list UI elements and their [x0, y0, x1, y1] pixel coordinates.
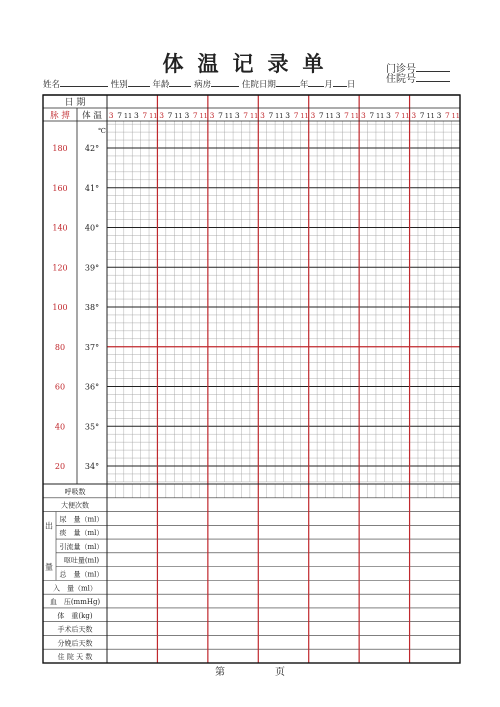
- row-label: 总 量（ml）: [59, 570, 104, 579]
- hour-number-label: 7: [192, 111, 198, 120]
- hour-number-label: 7: [218, 111, 223, 120]
- date-header-label: 日 期: [64, 98, 86, 108]
- row-label: 大便次数: [61, 501, 89, 510]
- hour-number-label: 7: [318, 111, 324, 120]
- hour-number-label: 11: [300, 112, 309, 120]
- row-label: 手术后天数: [57, 625, 93, 634]
- hour-number-label: 3: [285, 111, 291, 120]
- hour-number-label: 11: [350, 112, 360, 120]
- row-label: 呼吸数: [64, 487, 86, 496]
- hour-number-label: 7: [167, 111, 173, 120]
- temperature-scale-label: 39°: [84, 263, 100, 273]
- pulse-scale-label: 140: [52, 223, 68, 233]
- hour-number-label: 11: [426, 112, 435, 120]
- temperature-scale-label: 41°: [84, 183, 100, 193]
- row-label: 痰 量（ml）: [59, 529, 104, 538]
- row-label: 体 重(kg): [57, 611, 93, 620]
- temperature-scale-label: 34°: [84, 462, 100, 471]
- hour-number-label: 11: [325, 112, 334, 120]
- hour-number-label: 11: [451, 112, 460, 120]
- hour-number-label: 3: [335, 111, 341, 120]
- hour-number-label: 7: [344, 111, 349, 120]
- hour-number-label: 11: [174, 112, 183, 120]
- hour-number-label: 7: [117, 111, 122, 120]
- day-label: 日: [346, 80, 356, 90]
- month-label: 月: [324, 80, 333, 90]
- pulse-scale-label: 80: [54, 342, 66, 352]
- hour-number-label: 11: [149, 112, 158, 120]
- page-title: 体温记录单: [162, 51, 338, 76]
- sex-label: 性别: [110, 80, 128, 90]
- table-outer-border: [43, 95, 460, 663]
- page-suffix: 页: [275, 667, 285, 678]
- hour-number-label: 11: [199, 112, 208, 120]
- pulse-scale-label: 180: [52, 144, 68, 153]
- hour-number-label: 7: [369, 111, 375, 120]
- pulse-scale-label: 160: [52, 183, 68, 193]
- hour-number-label: 7: [268, 111, 274, 120]
- row-label: 血 压(mmHg): [49, 598, 101, 607]
- hour-number-label: 3: [234, 111, 240, 120]
- temperature-scale-label: 40°: [84, 223, 100, 233]
- hour-number-label: 7: [293, 111, 299, 120]
- hour-number-label: 11: [123, 112, 133, 120]
- pulse-scale-label: 40: [54, 422, 66, 432]
- temperature-scale-label: 37°: [84, 342, 100, 352]
- hour-number-label: 3: [411, 111, 417, 120]
- row-label: 住 院 天 数: [57, 653, 93, 662]
- hour-number-label: 7: [142, 111, 148, 120]
- hour-number-label: 3: [184, 111, 190, 120]
- name-label: 姓名: [43, 80, 61, 90]
- pulse-scale-label: 60: [54, 382, 66, 392]
- hour-number-label: 11: [224, 112, 234, 120]
- inpatient-number-label: 住院号: [386, 74, 416, 85]
- hour-number-label: 3: [159, 111, 165, 120]
- hour-number-label: 3: [436, 111, 442, 120]
- output-group-char: 量: [45, 562, 53, 572]
- hour-number-label: 3: [108, 111, 114, 120]
- outpatient-number-label: 门诊号: [386, 64, 416, 75]
- hour-number-label: 7: [243, 111, 249, 120]
- admit-date-label: 住院日期: [241, 80, 276, 90]
- row-label: 分娩后天数: [57, 639, 93, 648]
- hour-number-label: 7: [394, 111, 400, 120]
- hour-number-label: 11: [275, 112, 284, 120]
- celsius-unit: ℃: [98, 127, 106, 135]
- hour-number-label: 7: [445, 111, 450, 120]
- pulse-scale-label: 20: [54, 462, 66, 471]
- hour-number-label: 3: [310, 111, 316, 120]
- hour-number-label: 3: [260, 111, 265, 120]
- pulse-header-label: 脉 搏: [50, 111, 70, 121]
- row-label: 尿 量（ml）: [59, 515, 104, 524]
- temperature-scale-label: 35°: [84, 422, 100, 432]
- temperature-scale-label: 36°: [84, 382, 100, 392]
- output-group-char: 出: [45, 521, 53, 531]
- temperature-scale-label: 38°: [84, 303, 100, 312]
- row-label: 呕吐量(ml): [63, 556, 100, 565]
- hour-number-label: 3: [360, 111, 366, 120]
- hour-number-label: 3: [134, 111, 139, 120]
- page-prefix: 第: [215, 667, 225, 678]
- temperature-scale-label: 42°: [84, 144, 100, 153]
- hour-number-label: 3: [209, 111, 215, 120]
- temperature-header-label: 体 温: [82, 111, 102, 121]
- row-label: 引流量（ml）: [59, 542, 104, 551]
- hour-number-label: 3: [386, 111, 391, 120]
- year-label: 年: [299, 80, 309, 90]
- age-label: 年龄: [152, 80, 170, 90]
- ward-label: 病房: [194, 80, 212, 90]
- pulse-scale-label: 100: [52, 303, 68, 312]
- hour-number-label: 7: [419, 111, 425, 120]
- pulse-scale-label: 120: [52, 263, 68, 273]
- page-footer: [0, 663, 500, 678]
- hour-number-label: 11: [249, 112, 259, 120]
- row-label: 入 量（ml）: [53, 584, 97, 593]
- hour-number-label: 11: [401, 112, 410, 120]
- hour-number-label: 11: [376, 112, 385, 120]
